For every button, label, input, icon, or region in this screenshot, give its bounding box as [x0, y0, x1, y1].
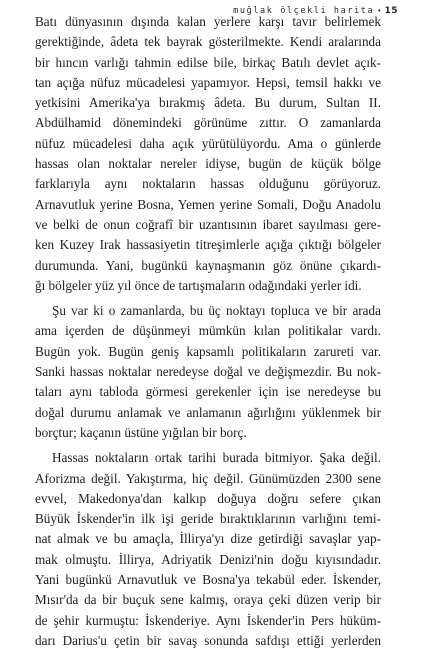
text-line: Şu var ki o zamanlarda, bu üç noktayı topluca ve bir arada [52, 303, 381, 319]
running-head-title: muğlak ölçekli harita [233, 6, 375, 16]
text-line: Batı dünyasının dışında kalan yerlere karşı tavır belirlemek [35, 14, 381, 29]
text-line: Bugün yok. Bugün geniş kapsamlı politikaların zarureti var. [35, 343, 381, 359]
text-line: nüfuz mücadelesi daha açık yürütülüyordu. Ama o günlerde [35, 135, 381, 151]
text-line: taları aynı tabloda görmesi gerekenler için ise neredeyse bu [35, 384, 381, 400]
text-line: Arnavutluk yerine Bosna, Yemen yerine Somali, Doğu Anadolu [35, 196, 381, 212]
text-line: Yani bugünkü Arnavutluk ve Bosna'ya tekabül eder. İskender, [35, 572, 381, 588]
text-line: borçtur; kaçanın üstüne yığılan bir borç. [35, 424, 247, 440]
text-line: ama içerden de düşünmeyi mümkün kılan politikalar vardı. [35, 323, 381, 339]
text-line: ken Kuzey Irak hassasiyetin titreşimlerle açığa çıktığı bölgeler [35, 237, 381, 253]
paragraph-2 [35, 301, 381, 443]
text-line: Abdülhamid dönemindeki görünüme zıttır. O zamanlarda [35, 115, 381, 131]
text-line: mak olmuştu. İllirya, Adriyatik Denizi'nin doğu kıyısındadır. [35, 551, 381, 567]
text-line: Mısır'da da bir buçuk sene kalmış, oraya çeki düzen verip bir [35, 592, 381, 608]
text-line: Aforizma değil. Yakıştırma, hiç değil. Günümüzden 2300 sene [35, 470, 381, 486]
text-line: farklarıyla aynı noktaların hassas olduğunu görüyoruz. [35, 176, 381, 192]
text-line: nat almak ve bu amaçla, İllirya'yı dize getirdiği savaşlar yap- [35, 531, 381, 547]
text-line: de şehir kurmuştu: İskenderiye. Aynı İskender'in Pers hüküm- [35, 612, 381, 628]
text-line: darı Darius'u çetin bir savaş sonunda safdışı ettiği yerlerden [35, 632, 381, 648]
text-line: Sanki hassas noktalar neredeyse doğal ve değişmezdir. Bu nok- [35, 364, 381, 380]
bullet-separator: • [377, 7, 382, 15]
page-number: 15 [384, 6, 398, 16]
paragraph-1 [35, 12, 381, 296]
text-line: Hassas noktaların ortak tarihi burada bitmiyor. Şaka değil. [52, 450, 381, 466]
text-line: hassas olan noktalar nereler idiyse, bugün de küçük bölge [35, 156, 381, 172]
text-line: doğal durumu anlamak ve anlamanın ağırlığını yüklenmek bir [35, 404, 381, 420]
text-line: tan açığa nüfuz mücadelesi yapamıyor. Hepsi, temsil hakkı ve [35, 74, 381, 90]
text-line: evvel, Makedonya'dan kalkıp doğuya doğru sefere çıkan [35, 490, 381, 506]
paragraph-3 [35, 448, 381, 651]
body-text [35, 12, 381, 651]
text-line: Büyük İskender'in ilk işi geride bıraktıklarının varlığını temi- [35, 511, 381, 527]
text-line: ve belki de onun coğrafî bir uzantısının ibaret sayılması gere- [35, 216, 381, 232]
text-line: gerektiğinde, âdeta tek bayrak gösterilmekte. Kendi aralarında [35, 34, 381, 50]
text-line: yetkisini Amerika'ya bırakmış âdeta. Bu durum, Sultan II. [35, 95, 381, 111]
text-line: ğı bölgeler yüz yıl önce de tartışmaların odağındaki yerler idi. [35, 277, 362, 293]
text-line: durumunda. Yani, bugünkü kaynaşmanın göz önüne çıkardı- [35, 257, 381, 273]
text-line: bir hıncın varlığı tahmin edilse bile, birkaç Batılı devlet açık- [35, 54, 381, 70]
